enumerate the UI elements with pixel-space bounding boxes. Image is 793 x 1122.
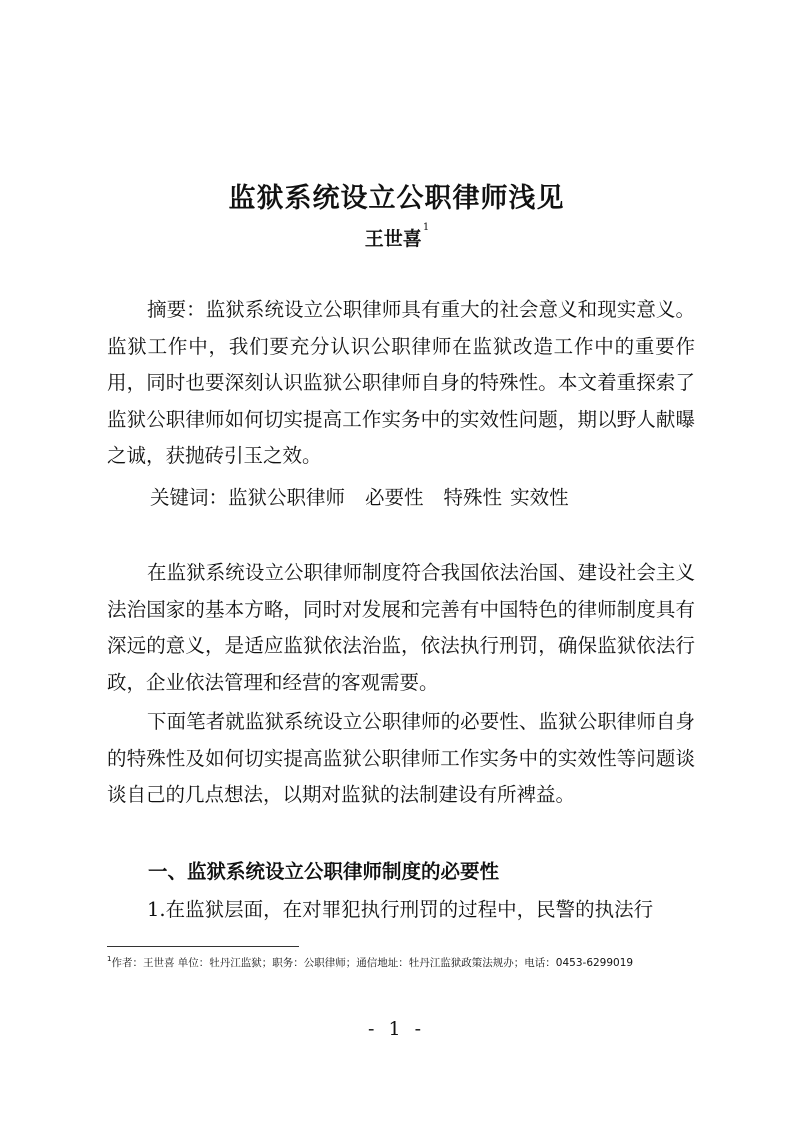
- body-paragraph-2: 下面笔者就监狱系统设立公职律师的必要性、监狱公职律师自身的特殊性及如何切实提高监狱公职律师工作实务中的实效性等问题谈谈自己的几点想法，以期对监狱的法制建设有所裨益。: [107, 710, 695, 806]
- body-paragraph-1: 在监狱系统设立公职律师制度符合我国依法治国、建设社会主义法治国家的基本方略，同时对发展和完善有中国特色的律师制度具有深远的意义，是适应监狱依法治监，依法执行刑罚，确保监狱依法行政，企业依法管理和经营的客观需要。: [107, 561, 695, 694]
- author-footnote-mark[interactable]: 1: [422, 222, 430, 233]
- page-number: - 1 -: [367, 1018, 425, 1040]
- footnote-text: 作者：王世喜 单位：牡丹江监狱；职务：公职律师；通信地址：牡丹江监狱政策法规办；电话：0453-6299019: [111, 957, 634, 969]
- keyword: 必要性: [365, 486, 424, 509]
- document-title: 监狱系统设立公职律师浅见: [228, 183, 565, 214]
- footnote-separator: [107, 946, 299, 947]
- section-heading: 一、监狱系统设立公职律师制度的必要性: [148, 860, 500, 883]
- body-paragraph-3: 1.在监狱层面，在对罪犯执行刑罚的过程中，民警的执法行: [147, 898, 654, 921]
- author-name: 王世喜: [364, 228, 422, 250]
- footnote-mark: 1: [107, 955, 112, 963]
- footnote: [107, 955, 633, 970]
- keywords-line: [107, 480, 738, 517]
- keyword: 监狱公职律师: [228, 486, 346, 509]
- keyword: 实效性: [510, 486, 569, 509]
- keywords-label: 关键词：: [150, 486, 229, 509]
- keyword: 特殊性: [443, 486, 503, 509]
- author-line: [0, 224, 793, 251]
- abstract-paragraph: 摘要：监狱系统设立公职律师具有重大的社会意义和现实意义。监狱工作中，我们要充分认识公职律师在监狱改造工作中的重要作用，同时也要深刻认识监狱公职律师自身的特殊性。本文着重探索了监狱公职律师如何切实提高工作实务中的实效性问题，期以野人献曝之诚，获抛砖引玉之效。: [107, 298, 695, 467]
